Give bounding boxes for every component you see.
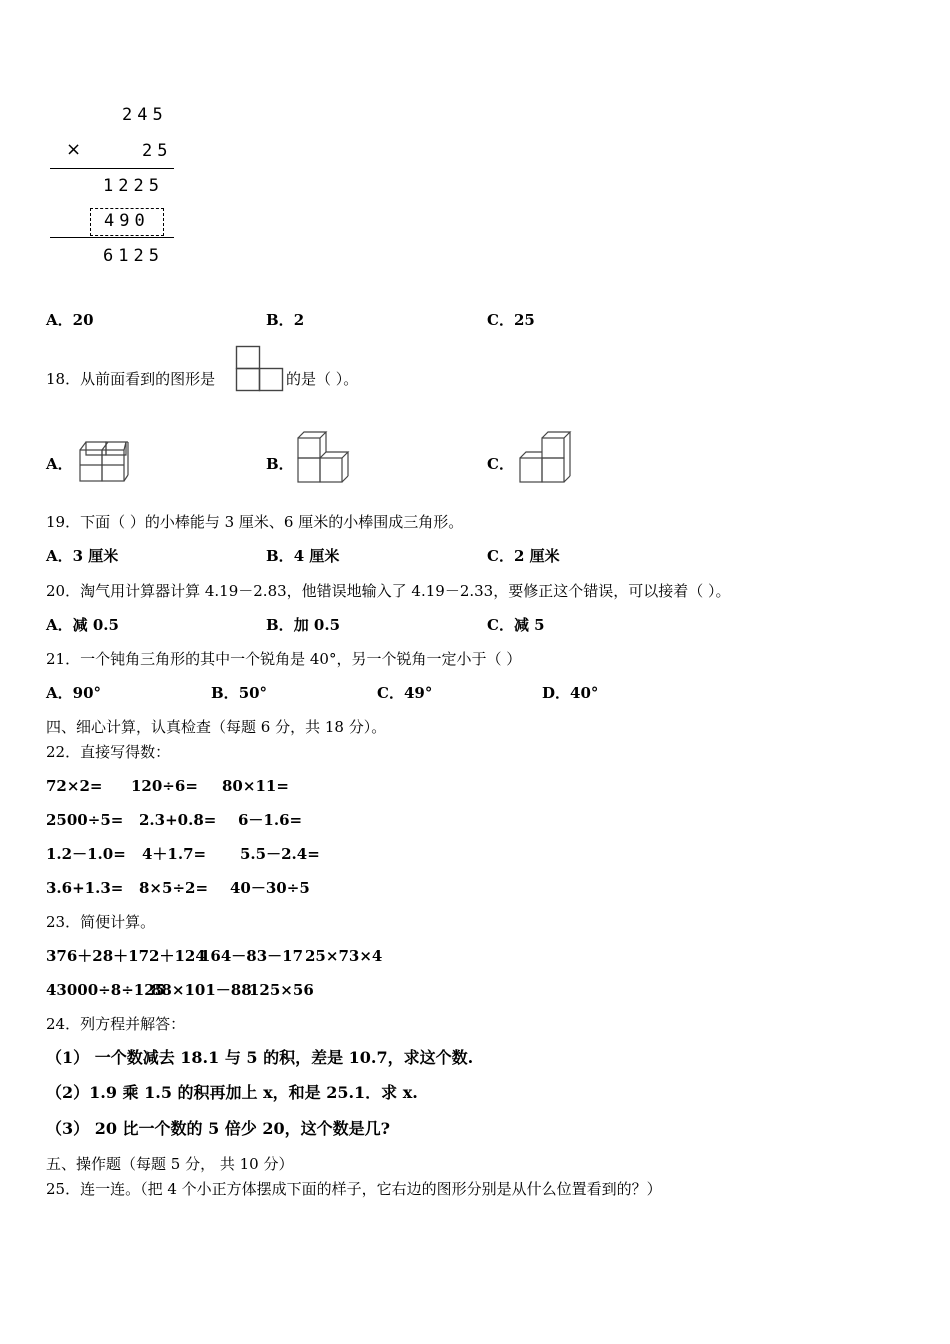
q18-option-b-letter: B． bbox=[266, 455, 294, 473]
q19-option-b-letter: B． bbox=[266, 547, 294, 565]
q21-option-d bbox=[542, 684, 598, 702]
section-5-heading: 五、操作题（每题 5 分， 共 10 分） bbox=[46, 1155, 294, 1173]
q22-r2c3: 6－1.6= bbox=[238, 811, 303, 829]
q23-r2c3: 125×56 bbox=[249, 981, 314, 999]
q18-option-c-figure bbox=[518, 430, 574, 486]
q22-r3c3: 5.5－2.4= bbox=[240, 845, 320, 863]
q24-item-1: （1） 一个数减去 18.1 与 5 的积，差是 10.7，求这个数. bbox=[46, 1048, 474, 1067]
q17-option-c-text: 25 bbox=[513, 311, 535, 329]
mult-partial-1: 1225 bbox=[103, 176, 164, 196]
q17-option-a-text: 20 bbox=[72, 311, 94, 329]
mult-rule-2 bbox=[50, 237, 174, 238]
q19-stem: 19．下面（ ）的小棒能与 3 厘米、6 厘米的小棒围成三角形。 bbox=[46, 513, 464, 531]
q22-r4c2: 8×5÷2= bbox=[139, 879, 209, 897]
q23-r1c3: 25×73×4 bbox=[305, 947, 383, 965]
q17-option-b bbox=[266, 311, 304, 329]
q22-r3c2: 4＋1.7= bbox=[142, 845, 207, 863]
mult-operator: × bbox=[66, 139, 82, 160]
mult-second: 25 bbox=[142, 141, 173, 161]
q22-r1c2: 120÷6= bbox=[131, 777, 198, 795]
q17-option-b-letter: B． bbox=[266, 311, 294, 329]
q18-option-b-figure bbox=[296, 430, 350, 486]
q21-option-b-letter: B． bbox=[211, 684, 239, 702]
q17-option-a-letter: A． bbox=[46, 311, 73, 329]
q21-option-a-letter: A． bbox=[46, 684, 73, 702]
q22-r2c1: 2500÷5= bbox=[46, 811, 124, 829]
q19-option-b bbox=[266, 547, 339, 565]
q20-option-c bbox=[487, 616, 545, 634]
q24-item-2: （2）1.9 乘 1.5 的积再加上 x，和是 25.1．求 x. bbox=[46, 1083, 418, 1102]
q18-option-a-figure bbox=[78, 440, 130, 484]
q21-option-d-text: 40° bbox=[570, 684, 599, 702]
q19-option-a-letter: A． bbox=[46, 547, 73, 565]
q20-option-c-letter: C． bbox=[487, 616, 514, 634]
q21-option-a bbox=[46, 684, 101, 702]
mult-result: 6125 bbox=[103, 246, 164, 266]
front-view-figure bbox=[235, 345, 285, 393]
q19-option-c-text: 2 厘米 bbox=[513, 547, 560, 565]
q20-option-c-text: 减 5 bbox=[513, 616, 545, 634]
q23-r1c1: 376＋28＋172＋124 bbox=[46, 947, 206, 965]
mult-top: 245 bbox=[122, 105, 168, 125]
q19-option-a bbox=[46, 547, 118, 565]
q20-option-a bbox=[46, 616, 119, 634]
mult-partial-2: 490 bbox=[104, 211, 150, 231]
q19-option-c-letter: C． bbox=[487, 547, 514, 565]
q22-r1c3: 80×11= bbox=[222, 777, 289, 795]
q20-option-a-letter: A． bbox=[46, 616, 73, 634]
q21-option-a-text: 90° bbox=[72, 684, 102, 702]
q19-option-c bbox=[487, 547, 560, 565]
q24-item-3: （3） 20 比一个数的 5 倍少 20，这个数是几? bbox=[46, 1119, 391, 1138]
q20-stem: 20．淘气用计算器计算 4.19－2.83，他错误地输入了 4.19－2.33，要修正这个错误，可以接着（ ）。 bbox=[46, 582, 731, 600]
q23-stem: 23．简便计算。 bbox=[46, 913, 156, 931]
q21-option-b-text: 50° bbox=[238, 684, 268, 702]
q18-stem-prefix: 18．从前面看到的图形是 bbox=[46, 370, 216, 388]
section-4-heading: 四、细心计算，认真检查（每题 6 分，共 18 分）。 bbox=[46, 718, 387, 736]
q21-option-b bbox=[211, 684, 267, 702]
q22-r3c1: 1.2－1.0= bbox=[46, 845, 126, 863]
q21-option-d-letter: D． bbox=[542, 684, 571, 702]
mult-rule-1 bbox=[50, 168, 174, 169]
q17-option-a bbox=[46, 311, 94, 329]
q20-option-b-letter: B． bbox=[266, 616, 294, 634]
q17-option-c-letter: C． bbox=[487, 311, 514, 329]
q18-option-c-letter: C． bbox=[487, 455, 514, 473]
q24-stem: 24．列方程并解答： bbox=[46, 1015, 186, 1033]
q22-r4c1: 3.6+1.3= bbox=[46, 879, 124, 897]
q22-r1c1: 72×2= bbox=[46, 777, 103, 795]
q21-option-c bbox=[377, 684, 432, 702]
q18-option-a-letter: A． bbox=[46, 455, 73, 473]
q20-option-b bbox=[266, 616, 340, 634]
q17-option-c bbox=[487, 311, 535, 329]
q22-stem: 22．直接写得数： bbox=[46, 743, 171, 761]
q19-option-b-text: 4 厘米 bbox=[293, 547, 340, 565]
q20-option-a-text: 减 0.5 bbox=[72, 616, 119, 634]
q20-option-b-text: 加 0.5 bbox=[293, 616, 341, 634]
q22-r2c2: 2.3+0.8= bbox=[139, 811, 217, 829]
q23-r2c1: 43000÷8÷125 bbox=[46, 981, 166, 999]
q21-stem: 21．一个钝角三角形的其中一个锐角是 40°，另一个锐角一定小于（ ） bbox=[46, 650, 522, 668]
q22-r4c3: 40－30÷5 bbox=[230, 879, 310, 897]
q21-option-c-letter: C． bbox=[377, 684, 404, 702]
q23-r2c2: 88×101－88 bbox=[151, 981, 252, 999]
q23-r1c2: 164－83－17 bbox=[200, 947, 304, 965]
q21-option-c-text: 49° bbox=[403, 684, 433, 702]
q19-option-a-text: 3 厘米 bbox=[72, 547, 119, 565]
q17-option-b-text: 2 bbox=[293, 311, 305, 329]
q25-stem: 25．连一连。（把 4 个小正方体摆成下面的样子，它右边的图形分别是从什么位置看到的？） bbox=[46, 1180, 662, 1198]
q18-stem-suffix: 的是（ ）。 bbox=[286, 370, 359, 388]
